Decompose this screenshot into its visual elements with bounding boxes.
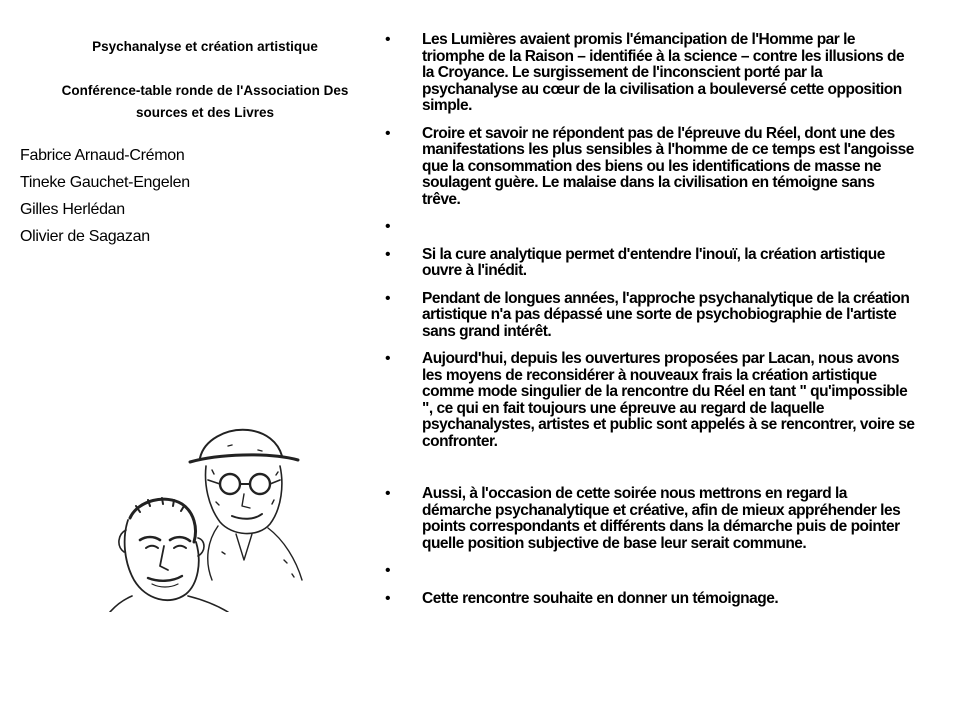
- list-item: [385, 126, 915, 209]
- bullet-marker: •: [385, 245, 391, 263]
- bullet-marker: •: [385, 589, 391, 607]
- paragraph-text: [422, 219, 915, 236]
- speaker-name: Fabrice Arnaud-Crémon: [20, 147, 185, 164]
- bullet-marker: •: [385, 289, 391, 307]
- bullet-marker: •: [385, 562, 391, 579]
- list-item: [385, 591, 915, 608]
- document-title: Psychanalyse et création artistique: [92, 39, 318, 54]
- bullet-marker: •: [385, 218, 391, 235]
- speaker-name: Gilles Herlédan: [20, 201, 125, 218]
- bullet-marker: •: [385, 485, 391, 502]
- list-item: [385, 351, 915, 450]
- list-item: [385, 247, 915, 280]
- portrait-illustration: [108, 410, 308, 612]
- list-item-empty: [385, 563, 915, 580]
- paragraph-text: [422, 563, 915, 580]
- list-item-empty: [385, 219, 915, 236]
- document-subtitle: Conférence-table ronde de l'Association Des sources et des Livres: [61, 83, 349, 120]
- bullet-marker: •: [385, 350, 391, 367]
- paragraph-text: Si la cure analytique permet d'entendre l'inouï, la création artistique ouvre à l'inédit.: [422, 245, 885, 279]
- right-column: [385, 32, 915, 607]
- left-column: [40, 38, 370, 124]
- bullet-list: [385, 32, 915, 607]
- paragraph-text: Les Lumières avaient promis l'émancipation de l'Homme par le triomphe de la Raison – identifiée à la science – contre les illusions de la Croyance. Le surgissement de l'inconscient porté par la psychanalyse au cœur de la civilisation a bouleversé cette opposition simple.: [422, 31, 905, 114]
- speaker-list: [20, 142, 190, 250]
- paragraph-text: Cette rencontre souhaite en donner un témoignage.: [422, 589, 779, 607]
- list-item: [385, 486, 915, 552]
- paragraph-text: Aujourd'hui, depuis les ouvertures proposées par Lacan, nous avons les moyens de reconsidérer à nouveaux frais la création artistique comme mode singulier de la rencontre du Réel en tant " qu'impossible ", ce qui en fait toujours une épreuve au regard de laquelle psychanalystes, artistes et public sont appelés à se rencontrer, voire se confronter.: [422, 350, 915, 450]
- list-item: [385, 32, 915, 115]
- paragraph-text: Pendant de longues années, l'approche psychanalytique de la création artistique n'a pas dépassé une sorte de psychobiographie de l'artiste sans grand intérêt.: [422, 289, 910, 340]
- bullet-marker: •: [385, 124, 391, 142]
- paragraph-text: Croire et savoir ne répondent pas de l'épreuve du Réel, dont une des manifestations les plus sensibles à l'homme de ce temps est l'angoisse que la consommation des biens ou les identifications de masse ne soulagent guère. Le malaise dans la civilisation en témoigne sans trêve.: [422, 124, 914, 208]
- speaker-name: Tineke Gauchet-Engelen: [20, 174, 190, 191]
- list-item: [385, 291, 915, 341]
- bullet-marker: •: [385, 31, 391, 48]
- paragraph-text: Aussi, à l'occasion de cette soirée nous mettrons en regard la démarche psychanalytique et créative, afin de mieux appréhender les points correspondants et différents dans la démarche puis de pointer quelle position subjective de base leur serait commune.: [422, 485, 901, 552]
- speaker-name: Olivier de Sagazan: [20, 228, 150, 245]
